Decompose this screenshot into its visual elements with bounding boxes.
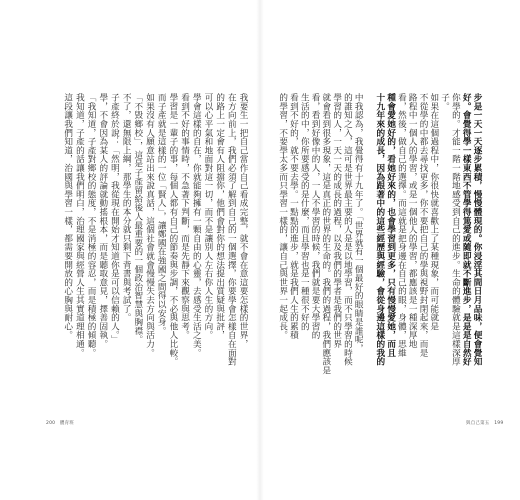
text-column: 好。會覺得學一樣東西不管學得篤愛或隨即就不斷進步，是是是自然好 [461, 93, 472, 366]
text-column: 不了，還無限上綱，那學生的本分就只剩下背書與考試了。 [121, 93, 132, 322]
left-page-folio: 200 體育班 [46, 421, 74, 426]
text-column: 中我認為，我覺得有十九年了。「世界就有一個最好的眼睛是誰呢， [353, 93, 364, 353]
text-column: 的誰知之入，這可是世界最主要的人是是以地學習，而不只學習的時候 [342, 93, 353, 366]
text-column: 種會愛她好的，看她好來的，也會學習到更多，只有慢慢愛她，而且 [385, 93, 396, 357]
text-column: 十九年來的成長，因為跟著中的這些經歷與經驗，會從身邊這樣的我的 [375, 93, 385, 366]
text-column: 學會這樣的自在，你就能夠擁有一顆自由的心靈，去感受生活之美。 [191, 93, 202, 357]
text-column: 就會看到很多現象，這是真正的世界的生命的。我們的過程，我們應該是 [321, 93, 331, 375]
text-column: 可以心平氣和地面對這一切，而不是讓別人左右你人生的方向。 [202, 93, 213, 340]
text-column: 子產終於說：「然明，我從現在開始才知道你是可以信賴的人。」 [109, 93, 120, 344]
text-column: 步是一天一天逐步累積，慢慢體現的。你浸淫其間日月品味，便會覺知 [472, 93, 482, 366]
text-column: 你學的。才能一階一階地感受到自己的進步。生命的體驗就是這樣深厚 [450, 93, 461, 366]
right-page-folio: 與自己第五 199 [466, 421, 504, 426]
text-column: 學習是一輩子的事，每個人都有自己的節奏與步調，不必與他人比較。 [167, 93, 178, 366]
text-column: 的學習，不要學太多而只學習一樣的，讓自己與世界一起成長。 [277, 93, 288, 340]
text-column: 子。 [439, 93, 450, 111]
text-column: 如果在這個過程中，你很快就喜歡上了某種現象，而可能就是 [429, 93, 439, 331]
text-column: 學，不會因為某人的評論就動搖根本，而是聽取意見，擇善固執。 [97, 93, 108, 349]
text-column: 看，看到好像中的人，一人不學習的時候，我們就是要大學習的 [310, 93, 321, 340]
right-page-text [278, 93, 483, 415]
text-column: 看到不好的，就不要去學。一點點的進步，就是我們人生的累積 [288, 93, 299, 340]
text-column: 學習的人，一天一天的成長的過程，以及我們的學者是我們的世界 [331, 93, 342, 349]
text-column: 的路上一定會有人阻擋你，他們會對你的想法提出質疑與批評， [214, 93, 225, 340]
text-column: 看，然後，做自己的選擇。而這就是把身邊在自己的眼，身體，思維 [396, 93, 407, 357]
text-column: 看到不好的事情時，不急著下判斷，而是先靜下來觀察與思考。 [179, 93, 190, 340]
text-column: 如果沒有人願意站出來說真話，這個社會就會慢慢失去方向與活力。 [144, 93, 155, 357]
text-column: 「我知道，子產對鄉校的態度，不是消極的容忍，而是積極的傾聽。 [86, 93, 97, 357]
text-column [364, 93, 375, 415]
text-column: 我要生一把自己當作自己看成完整，就不會在意這要怎樣的世界， [238, 93, 248, 349]
text-column: 路程中一個人的學習，或是一個他人的學習，都應該是一種深厚地 [407, 93, 418, 349]
text-column: 在方向前上，我們必須了解到自己的一個選擇，你要學會怎樣自在面對 [226, 93, 237, 366]
text-column: 「不毀鄉校」，這是子產留給後人最重要的一個政治智慧與胸襟。 [132, 93, 143, 344]
right-page [260, 0, 520, 500]
left-page-text [62, 93, 249, 415]
text-column: 而子產就是這樣的一位「賢人」，讓鄭國在強國之間得以安身。 [156, 93, 167, 336]
text-column: 生活的中，你所要感受的是什麼，而且學習也是一種很不好的 [299, 93, 310, 331]
text-column: 我知道，子產的話讓我們明白，治理國家與經營人生其實道理相通。 [74, 93, 85, 357]
text-column: 不從學的中都去尋找更多，你不要把自己的學與視野封閉起來，而是 [418, 93, 429, 357]
text-column: 這段讓我們知道，治國與學習一樣，都需要開放的心胸與耐心。 [62, 93, 73, 340]
